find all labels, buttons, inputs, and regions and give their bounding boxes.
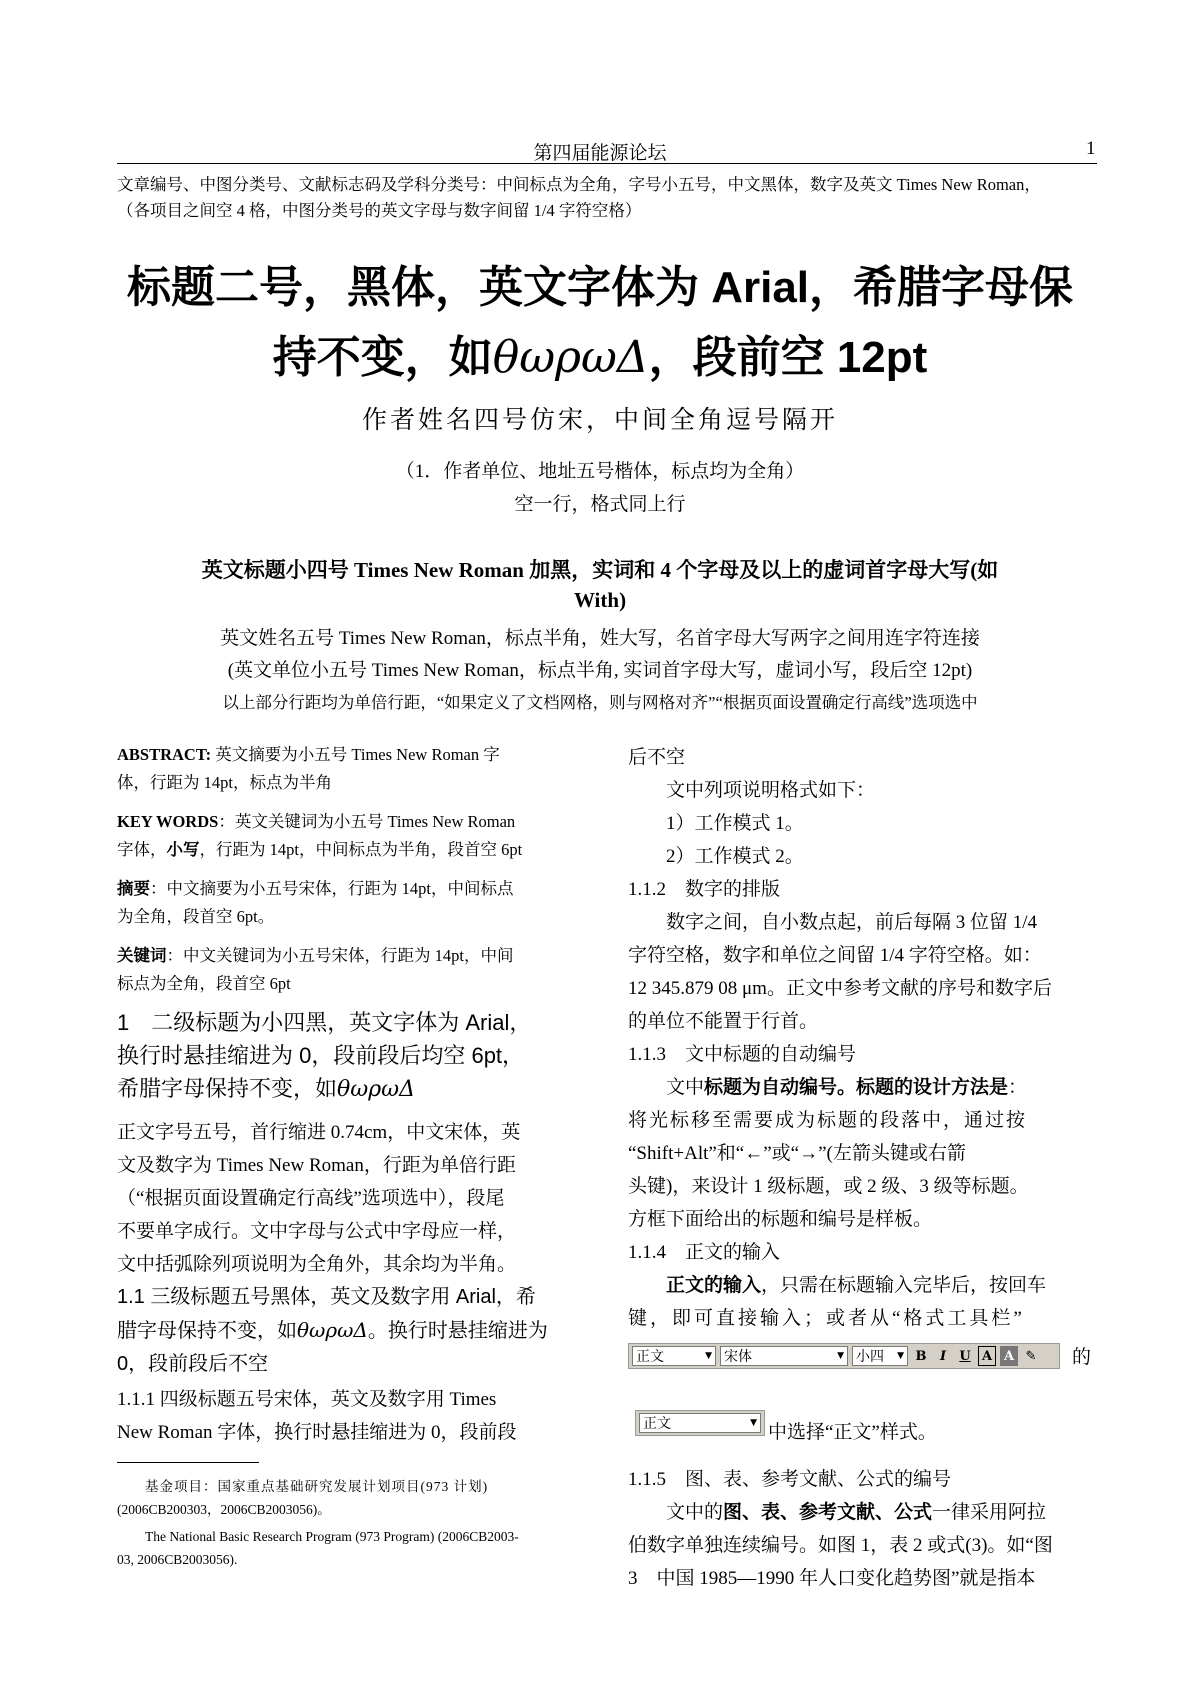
footnote-line: (2006CB200303，2006CB2003056)。: [117, 1502, 331, 1517]
body-line: 文及数字为 Times New Roman，行距为单倍行距: [117, 1155, 516, 1176]
abstract-text-2: 体，行距为 14pt，标点为半角: [117, 773, 332, 792]
body-line: 键，即可直接输入；或者从“格式工具栏”: [628, 1308, 1025, 1329]
chinese-abstract: [117, 875, 564, 931]
title-greek: θωρωΔ: [492, 332, 649, 383]
heading-line: 1 二级标题为小四黑，英文字体为 Arial，: [117, 1010, 532, 1035]
chevron-down-icon: ▼: [705, 1351, 712, 1361]
paper-title-line-1: 标题二号，黑体，英文字体为 Arial，希腊字母保: [126, 263, 1074, 312]
chinese-abstract-text: ：中文摘要为小五号宋体，行距为 14pt，中间标点: [150, 879, 514, 898]
style-combo-value: 正文: [636, 1349, 664, 1365]
list-item: 1）工作模式 1。: [666, 813, 804, 834]
body-line: 数字之间，自小数点起，前后每隔 3 位留 1/4: [666, 912, 1038, 933]
heading-line: 。换行时悬挂缩进为: [367, 1320, 548, 1342]
heading-line: 腊字母保持不变，如: [117, 1320, 297, 1342]
section-heading-1: [117, 1006, 564, 1106]
english-title-line-2: With): [573, 588, 627, 612]
heading-line: 换行时悬挂缩进为 0，段前段后均空 6pt，: [117, 1043, 525, 1068]
english-affiliation: (英文单位小五号 Times New Roman，标点半角, 实词首字母大写，虚词小写，段后空 12pt): [227, 660, 973, 681]
body-line: “Shift+Alt”和“←”或“→”(左箭头键或右箭: [628, 1143, 966, 1164]
char-shading-button[interactable]: A: [1000, 1346, 1018, 1366]
keywords-text-2: 字体，: [117, 840, 167, 859]
chinese-keywords-label: 关键词: [117, 947, 167, 965]
body-bold: 标题为自动编号。标题的设计方法是: [704, 1077, 1009, 1098]
abstract: [117, 741, 564, 797]
page-number: 1: [1086, 138, 1096, 159]
chinese-keywords: [117, 942, 564, 998]
body-line: 文中的: [666, 1502, 724, 1523]
body-line: 文中列项说明格式如下：: [666, 780, 876, 801]
keywords-bold: 小写: [166, 840, 200, 859]
english-title-line-1: 英文标题小四号 Times New Roman 加黑，实词和 4 个字母及以上的虚词首字母大写(如: [201, 558, 999, 582]
body-bold: 图、表、参考文献、公式: [723, 1502, 933, 1523]
subsection-heading-1-1-4: 1.1.4 正文的输入: [628, 1242, 781, 1263]
body-line: （“根据页面设置确定行高线”选项选中），段尾: [117, 1188, 505, 1209]
italic-button[interactable]: I: [939, 1348, 947, 1364]
subsection-1-1-5: [628, 1463, 1098, 1595]
highlight-icon[interactable]: ✎: [1025, 1348, 1037, 1364]
subsection-heading-1-1-3: 1.1.3 文中标题的自动编号: [628, 1044, 857, 1065]
body-line: 一律采用阿拉: [932, 1502, 1047, 1523]
body-line: 头键)，来设计 1 级标题，或 2 级、3 级等标题。: [628, 1176, 1029, 1197]
subsection-heading-1-1-5: 1.1.5 图、表、参考文献、公式的编号: [628, 1469, 952, 1490]
spacing-note: 以上部分行距均为单倍行距，“如果定义了文档网格，则与网格对齐”“根据页面设置确定行高线”选项选中: [222, 693, 978, 712]
body-line: 正文字号五号，首行缩进 0.74cm，中文宋体，英: [117, 1122, 521, 1143]
body-paragraph: [117, 1116, 564, 1281]
body-line: 字符空格，数字和单位之间留 1/4 字符空格。如：: [628, 945, 1042, 966]
heading-line: New Roman 字体，换行时悬挂缩进为 0，段前段: [117, 1422, 517, 1443]
body-line: 方框下面给出的标题和编号是样板。: [628, 1209, 933, 1230]
heading-greek: θωρωΔ: [297, 1318, 368, 1342]
section-heading-1-1-1: [117, 1383, 564, 1449]
running-header-title: 第四届能源论坛: [533, 143, 667, 164]
body-line: ，只需在标题输入完毕后，按回车: [761, 1275, 1047, 1296]
english-authors: 英文姓名五号 Times New Roman，标点半角，姓大写，名首字母大写两字之间用连字符连接: [220, 628, 980, 649]
style-combo[interactable]: [632, 1346, 716, 1366]
fund-footnote: [117, 1475, 564, 1571]
section-heading-1-1: [117, 1281, 564, 1381]
chinese-abstract-label: 摘要: [117, 880, 150, 898]
list-intro: [628, 741, 1098, 1335]
affiliation-line-2: 空一行，格式同上行: [514, 494, 686, 515]
authors: 作者姓名四号仿宋，中间全角逗号隔开: [361, 407, 838, 434]
bold-button[interactable]: B: [915, 1348, 927, 1364]
abstract-text: 英文摘要为小五号 Times New Roman 字: [211, 745, 500, 764]
chinese-keywords-text: ：中文关键词为小五号宋体，行距为 14pt，中间: [166, 946, 514, 965]
heading-line: 0，段前段后不空: [117, 1353, 269, 1375]
keywords-label: KEY WORDS: [117, 812, 219, 831]
body-line: 3 中国 1985—1990 年人口变化趋势图”就是指本: [628, 1568, 1036, 1589]
underline-button[interactable]: U: [959, 1348, 971, 1364]
footnote-rule: [117, 1462, 259, 1463]
body-line: 不要单字成行。文中字母与公式中字母应一样，: [117, 1221, 517, 1242]
body-line: 文中括弧除列项说明为全角外，其余均为半角。: [117, 1254, 517, 1275]
subsection-heading-1-1-2: 1.1.2 数字的排版: [628, 879, 781, 900]
toolbar-suffix: 的: [1072, 1347, 1092, 1368]
font-combo-value: 宋体: [724, 1349, 752, 1365]
heading-line: 1.1.1 四级标题五号宋体，英文及数字用 Times: [117, 1389, 497, 1410]
keywords-text: ：英文关键词为小五号 Times New Roman: [218, 812, 516, 831]
list-item: 2）工作模式 2。: [666, 846, 804, 867]
footnote-line: The National Basic Research Program (973 Program) (2006CB2003-: [145, 1529, 519, 1544]
chinese-keywords-text-2: 标点为全角，段首空 6pt: [117, 974, 291, 993]
abstract-label: ABSTRACT:: [117, 745, 212, 764]
footnote-line: 03, 2006CB2003056).: [117, 1552, 238, 1567]
paper-title-line-2: [100, 323, 1100, 393]
body-line: ：: [1008, 1077, 1028, 1098]
keywords-text-3: ，行距为 14pt，中间标点为半角，段首空 6pt: [199, 840, 523, 859]
chevron-down-icon: ▼: [750, 1418, 757, 1428]
style-box-suffix: 中选择“正文”样式。: [768, 1422, 937, 1443]
body-line: 的单位不能置于行首。: [628, 1011, 819, 1032]
footnote-line: 基金项目：国家重点基础研究发展计划项目(973 计划): [145, 1479, 489, 1494]
header-rule: [117, 163, 1097, 164]
style-box: [635, 1410, 765, 1436]
chinese-abstract-text-2: 为全角，段首空 6pt。: [117, 907, 275, 926]
body-line: 伯数字单独连续编号。如图 1，表 2 或式(3)。如“图: [628, 1535, 1053, 1556]
heading-line: 希腊字母保持不变，如: [117, 1076, 338, 1101]
body-line: 12 345.879 08 μm。正文中参考文献的序号和数字后: [628, 978, 1052, 999]
heading-line: 1.1 三级标题五号黑体，英文及数字用 Arial，希: [117, 1286, 536, 1308]
body-line: 后不空: [628, 747, 686, 768]
title-text-2: ，段前空 12pt: [648, 333, 928, 382]
affiliation-line-1: （1．作者单位、地址五号楷体，标点均为全角）: [395, 461, 805, 482]
format-toolbar: [628, 1343, 1060, 1369]
body-line: 将光标移至需要成为标题的段落中，通过按: [628, 1110, 1028, 1131]
heading-greek: θωρωΔ: [337, 1077, 415, 1102]
classification-note: 文章编号、中图分类号、文献标志码及学科分类号：中间标点为全角，字号小五号，中文黑体，数字及英文 Times New Roman，: [117, 175, 1041, 194]
char-border-button[interactable]: A: [978, 1346, 996, 1366]
chevron-down-icon: ▼: [837, 1351, 844, 1361]
style-box-combo[interactable]: [639, 1413, 761, 1433]
size-combo-value: 小四: [856, 1349, 884, 1365]
size-combo[interactable]: [852, 1346, 908, 1366]
title-text: 持不变，如: [272, 333, 493, 382]
body-line: 文中: [666, 1077, 705, 1098]
font-combo[interactable]: [720, 1346, 848, 1366]
style-box-value: 正文: [643, 1416, 671, 1432]
classification-note-2: （各项目之间空 4 格，中图分类号的英文字母与数字间留 1/4 字符空格）: [117, 201, 642, 220]
body-bold: 正文的输入: [666, 1275, 762, 1296]
keywords: [117, 808, 564, 864]
chevron-down-icon: ▼: [897, 1351, 904, 1361]
